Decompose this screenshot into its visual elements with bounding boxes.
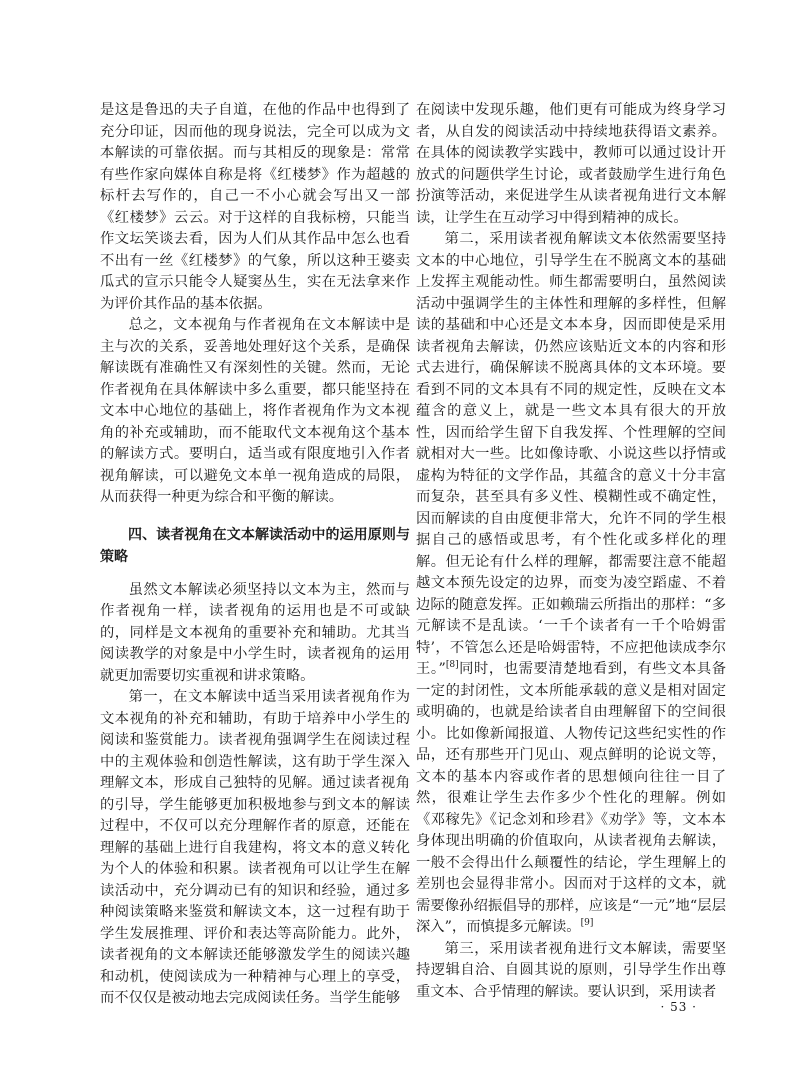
paragraph	[416, 229, 726, 939]
citation-mark: [9]	[580, 918, 594, 929]
paragraph: 在阅读中发现乐趣，他们更有可能成为终身学习者，从自发的阅读活动中持续地获得语文素养。在具体的阅读教学实践中，教师可以通过设计开放式的问题供学生讨论，或者鼓励学生进行角色扮演等活动，来促进学生从读者视角进行文本解读，让学生在互动学习中得到精神的成长。	[416, 102, 726, 226]
paragraph-text: 第二，采用读者视角解读文本依然需要坚持文本的中心地位，引导学生在不脱离文本的基础上发挥主观能动性。师生都需要明白，虽然阅读活动中强调学生的主体性和理解的多样性，但解读的基础和中心还是文本本身，因而即使是采用读者视角去解读，仍然应该贴近文本的内容和形式去进行，确保解读不脱离具体的文本环境。要看到不同的文本具有不同的规定性，反映在文本蕴含的意义上，就是一些文本具有很大的开放性，因而给学生留下自我发挥、个性理解的空间就相对大一些。比如像诗歌、小说这些以抒情或虚构为特征的文学作品，其蕴含的意义十分丰富而复杂，甚至具有多义性、模糊性或不确定性，因而解读的自由度便非常大，允许不同的学生根据自己的感悟或思考，有个性化或多样化的理解。但无论有什么样的理解，都需要注意不能超越文本预先设定的边界，而变为凌空蹈虚、不着边际的随意发挥。正如赖瑞云所指出的那样：“多元解读不是乱读。‘一千个读者有一千个哈姆雷特’，不管怎么还是哈姆雷特，不应把他读成李尔王。”	[416, 231, 726, 677]
paragraph: 虽然文本解读必须坚持以文本为主，然而与作者视角一样，读者视角的运用也是不可或缺的，同样是文本视角的重要补充和辅助。尤其当阅读教学的对象是中小学生时，读者视角的运用就更加需要切实重视和讲求策略。	[100, 581, 410, 684]
section-heading: 四、读者视角在文本解读活动中的运用原则与策略	[100, 526, 410, 565]
paragraph: 是这是鲁迅的夫子自道，在他的作品中也得到了充分印证，因而他的现身说法，完全可以成为文本解读的可靠依据。而与其相反的现象是：常常有些作家向媒体自称是将《红楼梦》作为超越的标杆去写作的，自己一不小心就会写出又一部《红楼梦》云云。对于这样的自我标榜，只能当作文坛笑谈去看，因为人们从其作品中怎么也看不出有一丝《红楼梦》的气象，所以这种王婆卖瓜式的宣示只能令人疑窦丛生，实在无法拿来作为评价其作品的基本依据。	[100, 102, 410, 312]
paragraph: 总之，文本视角与作者视角在文本解读中是主与次的关系，妥善地处理好这个关系，是确保解读既有准确性又有深刻性的关键。然而，无论作者视角在具体解读中多么重要，都只能坚持在文本中心地位的基础上，将作者视角作为文本视角的补充或辅助，而不能取代文本视角这个基本的解读方式。要明白，适当或有限度地引入作者视角解读，可以避免文本单一视角造成的局限，从而获得一种更为综合和平衡的解读。	[100, 317, 410, 505]
citation-mark: [8]	[445, 660, 459, 671]
left-column	[100, 100, 410, 1010]
paragraph: 第三，采用读者视角进行文本解读，需要坚持逻辑自洽、自圆其说的原则，引导学生作出尊重文本、合乎情理的解读。要认识到，采用读者	[416, 940, 726, 1000]
paragraph-text: 同时，也需要清楚地看到，有些文本具备一定的封闭性，文本所能承载的意义是相对固定或明确的，也就是给读者自由理解留下的空间很小。比如像新闻报道、人物传记这些纪实性的作品，还有那些开门见山、观点鲜明的论说文等，文本的基本内容或作者的思想倾向往往一目了然，很难让学生去作多少个性化的理解。例如《邓稼先》《记念刘和珍君》《劝学》等，文本本身体现出明确的价值取向，从读者视角去解读，一般不会得出什么颠覆性的结论，学生理解上的差别也会显得非常小。因而对于这样的文本，就需要像孙绍振倡导的那样，应该是“一元”地“层层深入”，而慎提多元解读。	[416, 661, 726, 935]
page-number: · 53 ·	[660, 1000, 697, 1014]
paragraph: 第一，在文本解读中适当采用读者视角作为文本视角的补充和辅助，有助于培养中小学生的阅读和鉴赏能力。读者视角强调学生在阅读过程中的主观体验和创造性解读，这有助于学生深入理解文本，形成自己独特的见解。通过读者视角的引导，学生能够更加积极地参与到文本的解读过程中，不仅可以充分理解作者的原意，还能在理解的基础上进行自我建构，将文本的意义转化为个人的体验和积累。读者视角可以让学生在解读活动中，充分调动已有的知识和经验，通过多种阅读策略来鉴赏和解读文本，这一过程有助于学生发展推理、评价和表达等高阶能力。此外，读者视角的文本解读还能够激发学生的阅读兴趣和动机，使阅读成为一种精神与心理上的享受，而不仅仅是被动地去完成阅读任务。当学生能够	[100, 689, 410, 1006]
right-column	[416, 100, 726, 1003]
